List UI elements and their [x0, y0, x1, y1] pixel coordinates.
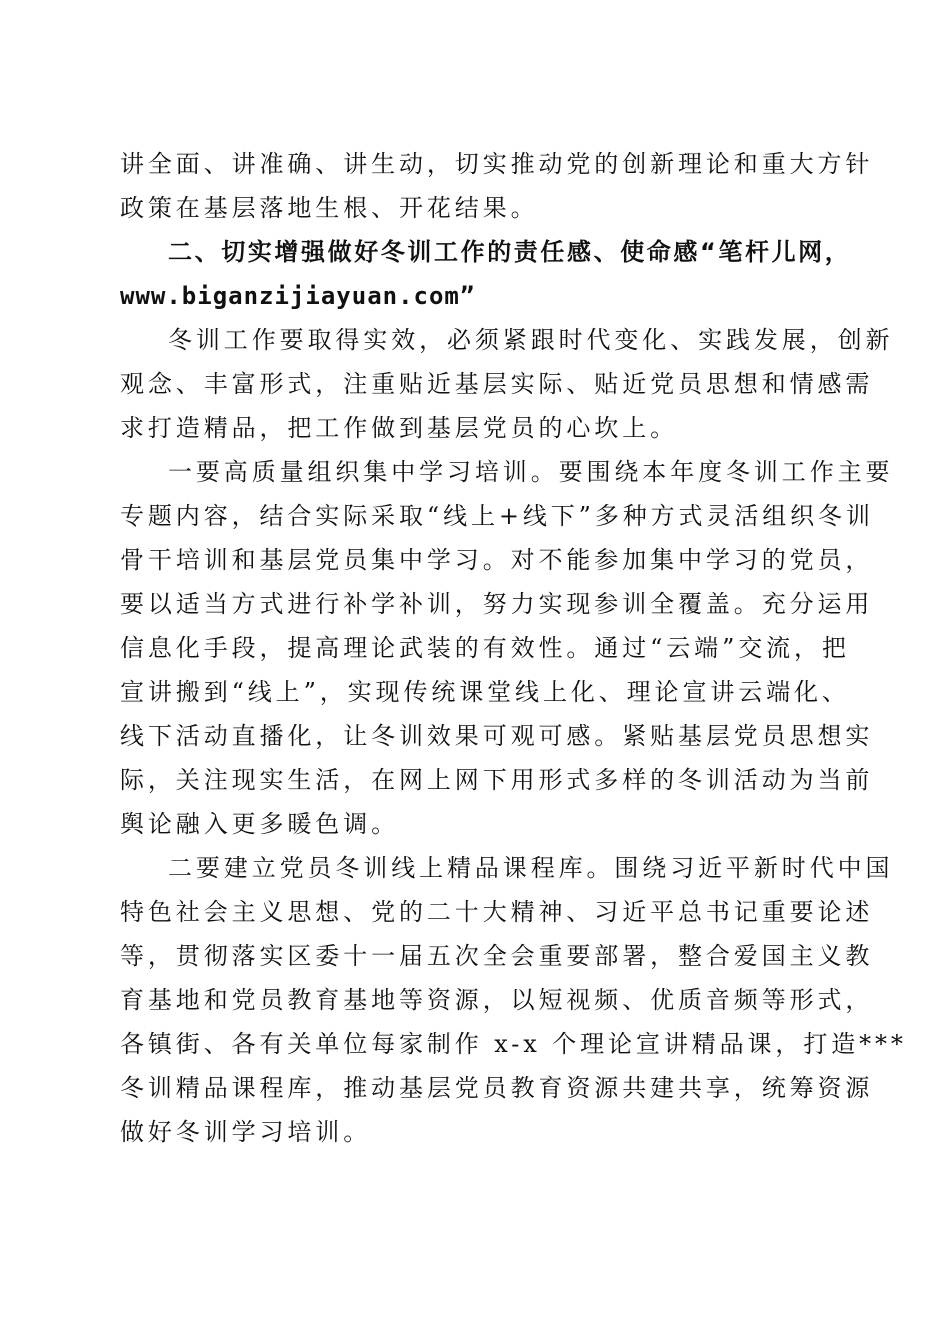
paragraph-intro-line-3: 求打造精品，把工作做到基层党员的心坎上。: [120, 414, 678, 442]
body-line-2: 政策在基层落地生根、开花结果。: [120, 194, 539, 222]
paragraph-two-line-6: 冬训精品课程库，推动基层党员教育资源共建共享，统筹资源: [120, 1074, 874, 1102]
paragraph-one-line-6: 宣讲搬到“线上”，实现传统课堂线上化、理论宣讲云端化、: [120, 678, 850, 706]
paragraph-one-line-4: 要以适当方式进行补学补训，努力实现参训全覆盖。充分运用: [120, 590, 874, 618]
paragraph-two-line-2: 特色社会主义思想、党的二十大精神、习近平总书记重要论述: [120, 898, 874, 926]
document-page: [120, 142, 907, 1154]
paragraph-one-line-8: 际，关注现实生活，在网上网下用形式多样的冬训活动为当前: [120, 766, 874, 794]
paragraph-one-line-3: 骨干培训和基层党员集中学习。对不能参加集中学习的党员，: [120, 546, 874, 574]
paragraph-one-line-9: 舆论融入更多暖色调。: [120, 810, 399, 838]
section-heading-url: www.biganzijiayuan.com”: [120, 282, 476, 310]
paragraph-one-line-2: 专题内容，结合实际采取“线上+线下”多种方式灵活组织冬训: [120, 502, 874, 530]
paragraph-one-line-5: 信息化手段，提高理论武装的有效性。通过“云端”交流，把: [120, 634, 850, 662]
paragraph-intro-line-2: 观念、丰富形式，注重贴近基层实际、贴近党员思想和情感需: [120, 370, 874, 398]
paragraph-one-line-7: 线下活动直播化，让冬训效果可观可感。紧贴基层党员思想实: [120, 722, 874, 750]
paragraph-two-line-5: 各镇街、各有关单位每家制作 x-x 个理论宣讲精品课，打造***: [120, 1030, 907, 1058]
paragraph-one-line-1: 一要高质量组织集中学习培训。要围绕本年度冬训工作主要: [168, 458, 894, 486]
section-heading: 二、切实增强做好冬训工作的责任感、使命感“笔杆儿网，: [168, 238, 852, 266]
paragraph-intro-line-1: 冬训工作要取得实效，必须紧跟时代变化、实践发展，创新: [168, 326, 894, 354]
body-line-1: 讲全面、讲准确、讲生动，切实推动党的创新理论和重大方针: [120, 150, 874, 178]
paragraph-two-line-1: 二要建立党员冬训线上精品课程库。围绕习近平新时代中国: [168, 854, 894, 882]
paragraph-two-line-4: 育基地和党员教育基地等资源，以短视频、优质音频等形式，: [120, 986, 874, 1014]
paragraph-two-line-7: 做好冬训学习培训。: [120, 1118, 372, 1146]
paragraph-two-line-3: 等，贯彻落实区委十一届五次全会重要部署，整合爱国主义教: [120, 942, 874, 970]
